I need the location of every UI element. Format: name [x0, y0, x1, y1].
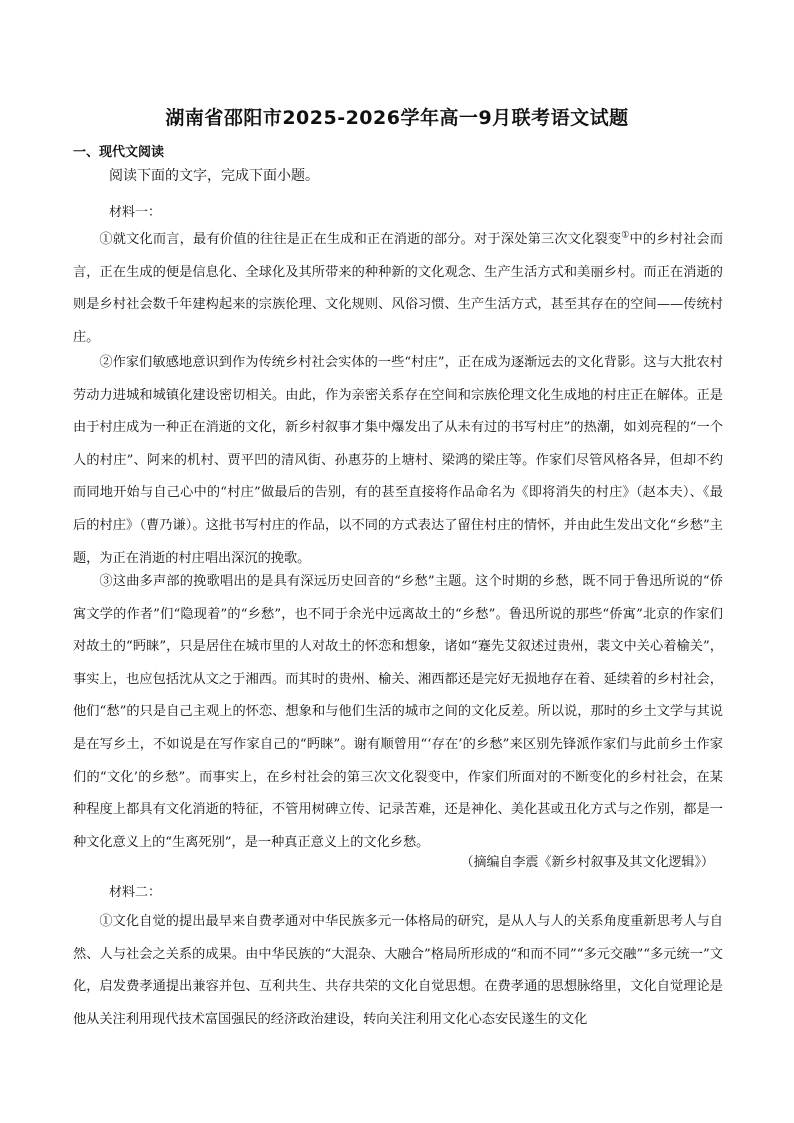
footnote-marker: ① — [621, 230, 630, 241]
material2-label: 材料二： — [109, 885, 162, 900]
material1-source-citation: （摘编自李震《新乡村叙事及其文化逻辑》） — [460, 855, 714, 870]
material1-label: 材料一： — [109, 205, 162, 220]
paragraph-text-before-note: ①就文化而言，最有价值的往往是正在生成和正在消逝的部分。对于深处第三次文化裂变 — [99, 232, 622, 247]
material1-paragraph-3: ③这曲多声部的挽歌唱出的是具有深远历史回音的“乡愁”主题。这个时期的乡愁，既不同于鲁迅所说的“侨寓文学的作者”们“隐现着”的“乡愁”，也不同于余光中远离故土的“乡愁”。鲁迅所说的那些“侨寓”北京的作家们对故土的“眄睐”，只是居住在城市里的人对故土的怀恋和想象，诸如“蹇先艾叙述过贵州，裴文中关心着榆关”，事实上，也应包括沈从文之于湘西。而其时的贵州、榆关、湘西都还是完好无损地存在着、延续着的乡村社会，他们“愁”的只是自己主观上的怀恋、想象和与他们生活的城市之间的文化反差。所以说，那时的乡土文学与其说是在写乡土，不如说是在写作家自己的“眄睐”。谢有顺曾用“‘存在’的乡愁”来区别先锋派作家们与此前乡土作家们的“文化’的乡愁”。而事实上，在乡村社会的第三次文化裂变中，作家们所面对的不断变化的乡村社会，在某种程度上都具有文化消逝的特征，不管用树碑立传、记录苦难，还是神化、美化甚或丑化方式与之作别，都是一种文化意义上的“生离死别”，是一种真正意义上的文化乡愁。 — [73, 574, 723, 850]
page-title: 湖南省邵阳市2025-2026学年高一9月联考语文试题 — [165, 107, 629, 129]
material1-paragraph-1 — [73, 224, 723, 354]
material2-paragraph-1: ①文化自觉的提出最早来自费孝通对中华民族多元一体格局的研究，是从人与人的关系角度重新思考人与自然、人与社会之关系的成果。由中华民族的“大混杂、大融合”格局所形成的“和而不同”“多元交融”“多元统一”文化，启发费孝通提出兼容并包、互利共生、共存共荣的文化自觉思想。在费孝通的思想脉络里，文化自觉理论是他从关注利用现代技术富国强民的经济政治建设，转向关注利用文化心态安民遂生的文化 — [73, 914, 723, 1027]
material1-paragraph-2: ②作家们敏感地意识到作为传统乡村社会实体的一些“村庄”，正在成为逐渐远去的文化背影。这与大批农村劳动力进城和城镇化建设密切相关。由此，作为亲密关系存在空间和宗族伦理文化生成地的村庄正在解体。正是由于村庄成为一种正在消逝的文化，新乡村叙事才集中爆发出了从未有过的书写村庄”的热潮，如刘亮程的“一个人的村庄”、阿来的机村、贾平凹的清风街、孙惠芬的上塘村、梁鸿的梁庄等。作家们尽管风格各异，但却不约而同地开始与自己心中的“村庄”做最后的告别，有的甚至直接将作品命名为《即将消失的村庄》（赵本夫）、《最后的村庄》（曹乃谦）。这批书写村庄的作品，以不同的方式表达了留住村庄的情怀，并由此生发出文化“乡愁”主题，为正在消逝的村庄唱出深沉的挽歌。 — [73, 355, 723, 566]
paragraph-text-after-note: 中的乡村社会而言，正在生成的便是信息化、全球化及其所带来的种种新的文化观念、生产生活方式和美丽乡村。而正在消逝的则是乡村社会数千年建构起来的宗族伦理、文化规则、风俗习惯、生产生活方式，甚至其存在的空间——传统村庄。 — [73, 232, 724, 345]
instruction-text: 阅读下面的文字，完成下面小题。 — [109, 168, 319, 184]
section-heading: 一、现代文阅读 — [73, 145, 165, 160]
